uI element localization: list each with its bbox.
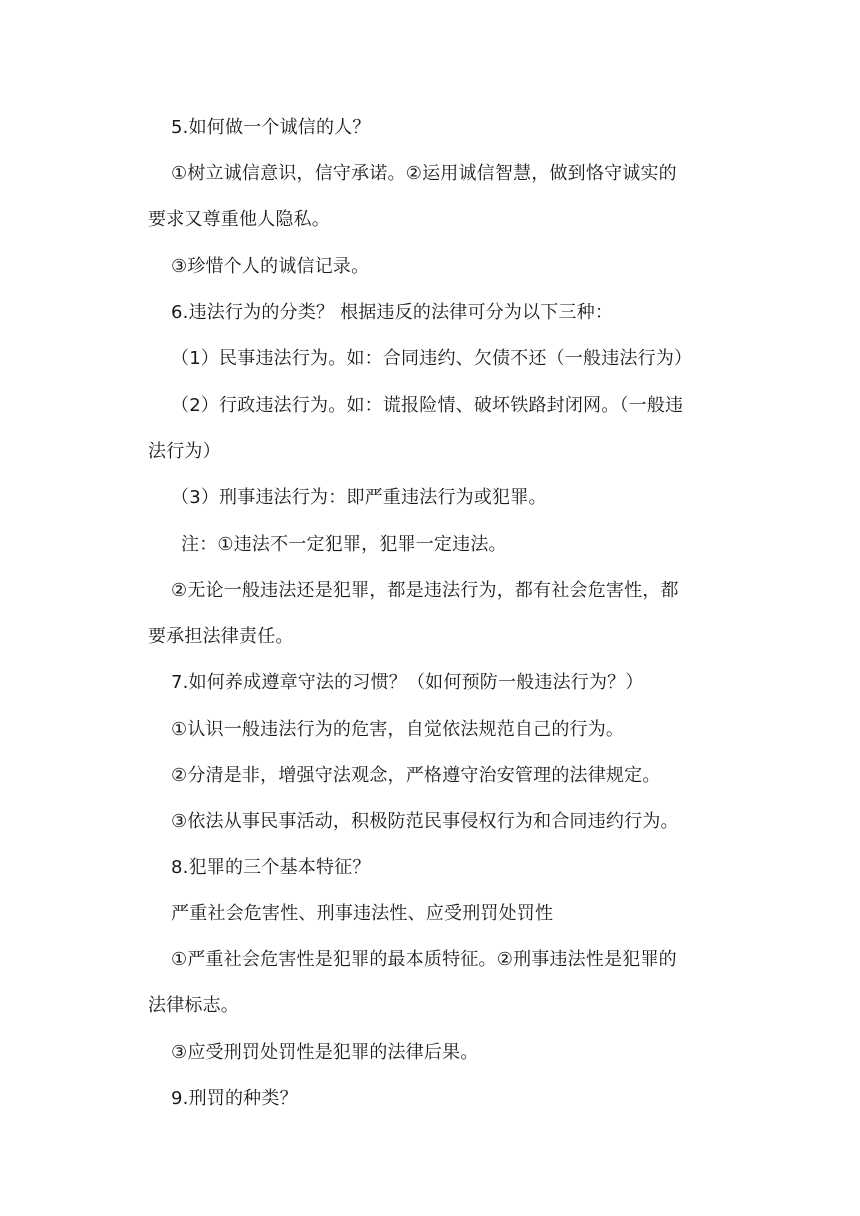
answer-8-line-1: ①严重社会危害性是犯罪的最本质特征。②刑事违法性是犯罪的 (171, 949, 677, 970)
question-8-heading: 8.犯罪的三个基本特征？ (171, 857, 371, 878)
question-5-heading: 5.如何做一个诚信的人？ (171, 117, 371, 138)
answer-6-administrative: （2）行政违法行为。如：谎报险情、破坏铁路封闭网。（一般违 (171, 395, 684, 416)
note-line-2-cont: 要承担法律责任。 (148, 626, 294, 647)
answer-5-line-1: ①树立诚信意识，信守承诺。②运用诚信智慧，做到恪守诚实的 (171, 163, 677, 184)
question-9-heading: 9.刑罚的种类？ (171, 1088, 298, 1109)
answer-8-line-1-cont: 法律标志。 (148, 995, 239, 1016)
answer-8-summary: 严重社会危害性、刑事违法性、应受刑罚处罚性 (171, 903, 554, 924)
answer-5-line-2: 要求又尊重他人隐私。 (148, 209, 330, 230)
answer-7-line-3: ③依法从事民事活动，积极防范民事侵权行为和合同违约行为。 (171, 811, 679, 832)
note-line-1: 注：①违法不一定犯罪，犯罪一定违法。 (181, 534, 507, 555)
answer-7-line-1: ①认识一般违法行为的危害，自觉依法规范自己的行为。 (171, 719, 625, 740)
answer-8-line-2: ③应受刑罚处罚性是犯罪的法律后果。 (171, 1042, 479, 1063)
answer-5-line-3: ③珍惜个人的诚信记录。 (171, 256, 370, 277)
question-6-heading: 6.违法行为的分类？ 根据违反的法律可分为以下三种： (171, 302, 614, 323)
note-line-2: ②无论一般违法还是犯罪，都是违法行为，都有社会危害性，都 (171, 580, 679, 601)
answer-6-administrative-cont: 法行为） (148, 441, 221, 462)
answer-6-criminal: （3）刑事违法行为：即严重违法行为或犯罪。 (171, 487, 547, 508)
answer-7-line-2: ②分清是非，增强守法观念，严格遵守治安管理的法律规定。 (171, 765, 661, 786)
answer-6-civil: （1）民事违法行为。如：合同违约、欠债不还（一般违法行为） (171, 348, 693, 369)
question-7-heading: 7.如何养成遵章守法的习惯？（如何预防一般违法行为？） (171, 672, 644, 693)
